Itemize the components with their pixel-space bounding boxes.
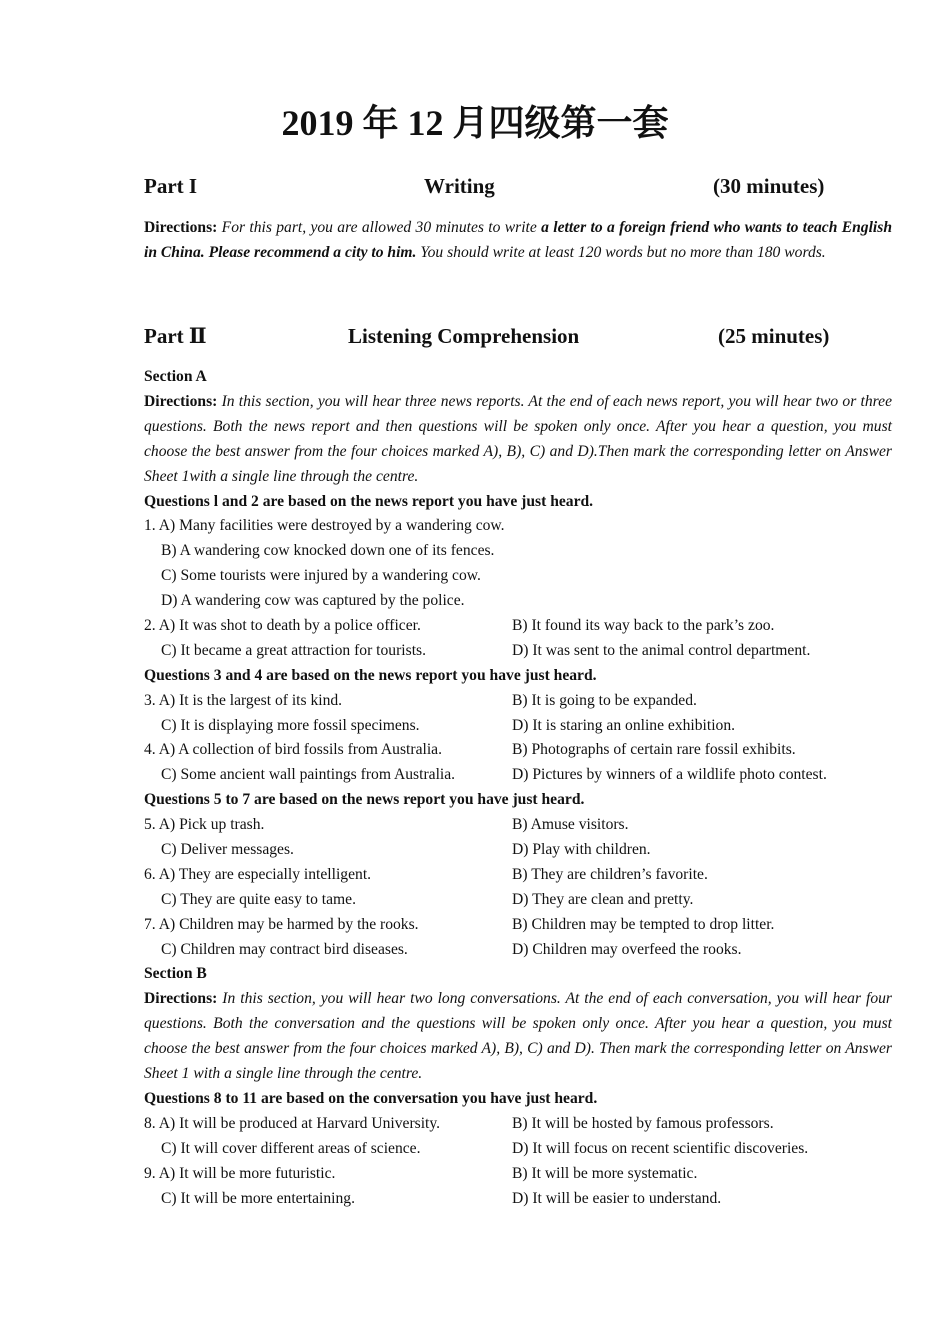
part1-name: Part I	[144, 174, 198, 198]
question-9-row-1: 9. A) It will be more futuristic. B) It will be more systematic.	[144, 1164, 698, 1182]
question-2-row-1: 2. A) It was shot to death by a police officer. B) It found its way back to the park’s zoo.	[144, 616, 775, 634]
question-1-option-d: D) A wandering cow was captured by the police.	[161, 592, 465, 610]
question-2-row-2: C) It became a great attraction for tourists. D) It was sent to the animal control department.	[161, 641, 811, 659]
section-b-directions: Directions: In this section, you will hear two long conversations. At the end of each conversation, you will hear four questions. Both the conversation and the questions will be spoken only once. After you hear a question, you must choose the best answer from the four choices marked A), B), C) and D). Then mark the corresponding letter on Answer Sheet 1 with a single line through the centre.	[144, 990, 892, 1083]
question-3-row-2: C) It is displaying more fossil specimens. D) It is staring an online exhibition.	[161, 716, 736, 734]
part1-section: Writing	[424, 174, 495, 198]
question-1-option-b: B) A wandering cow knocked down one of its fences.	[161, 542, 495, 560]
question-5-row-2: C) Deliver messages. D) Play with children.	[161, 840, 651, 858]
question-1-option-c: C) Some tourists were injured by a wandering cow.	[161, 567, 481, 585]
section-b-heading: Section B	[144, 965, 207, 983]
part1-directions	[144, 215, 892, 265]
question-6-row-1: 6. A) They are especially intelligent. B) They are children’s favorite.	[144, 865, 708, 883]
question-6-row-2: C) They are quite easy to tame. D) They are clean and pretty.	[161, 890, 694, 908]
part2-header	[144, 322, 844, 350]
question-4-row-1: 4. A) A collection of bird fossils from Australia. B) Photographs of certain rare fossil exhibits.	[144, 741, 796, 759]
question-1-option-a: 1. A) Many facilities were destroyed by a wandering cow.	[144, 517, 505, 535]
question-5-row-1: 5. A) Pick up trash. B) Amuse visitors.	[144, 816, 629, 834]
question-7-row-1: 7. A) Children may be harmed by the rooks. B) Children may be tempted to drop litter.	[144, 915, 775, 933]
section-a-directions: Directions: In this section, you will hear three news reports. At the end of each news report, you will hear two or three questions. Both the news report and then questions will be spoken only once. After you hear a question, you must choose the best answer from the four choices marked A), B), C) and D).Then mark the corresponding letter on Answer Sheet 1with a single line through the centre.	[144, 392, 892, 485]
part2-section: Listening Comprehension	[348, 324, 580, 348]
question-group-heading: Questions 8 to 11 are based on the conversation you have just heard.	[144, 1089, 598, 1107]
question-group-heading: Questions 5 to 7 are based on the news report you have just heard.	[144, 791, 585, 809]
directions-emphasis: a letter to a foreign friend who wants to teach English in China. Please recommend a city to him.	[144, 219, 892, 261]
part1-header	[144, 172, 844, 200]
question-8-row-2: C) It will cover different areas of science. D) It will focus on recent scientific discoveries.	[161, 1139, 809, 1157]
page-title: 2019 年 12 月四级第一套	[281, 103, 669, 143]
question-4-row-2: C) Some ancient wall paintings from Australia. D) Pictures by winners of a wildlife photo contest.	[161, 766, 827, 784]
part2-time: (25 minutes)	[718, 324, 830, 348]
directions-text: You should write at least 120 words but no more than 180 words.	[416, 244, 826, 261]
question-group-heading: Questions l and 2 are based on the news report you have just heard.	[144, 492, 594, 510]
question-8-row-1: 8. A) It will be produced at Harvard University. B) It will be hosted by famous professors.	[144, 1114, 774, 1132]
directions-text: For this part, you are allowed 30 minutes to write	[217, 219, 542, 236]
listening-content	[144, 365, 904, 1211]
part2-name: Part Ⅱ	[144, 324, 207, 348]
question-7-row-2: C) Children may contract bird diseases. D) Children may overfeed the rooks.	[161, 940, 742, 958]
part1-time: (30 minutes)	[713, 174, 825, 198]
question-9-row-2: C) It will be more entertaining. D) It will be easier to understand.	[161, 1189, 722, 1207]
directions-label: Directions:	[144, 219, 218, 236]
question-3-row-1: 3. A) It is the largest of its kind. B) It is going to be expanded.	[144, 691, 697, 709]
section-a-heading: Section A	[144, 368, 207, 385]
question-group-heading: Questions 3 and 4 are based on the news report you have just heard.	[144, 666, 597, 684]
